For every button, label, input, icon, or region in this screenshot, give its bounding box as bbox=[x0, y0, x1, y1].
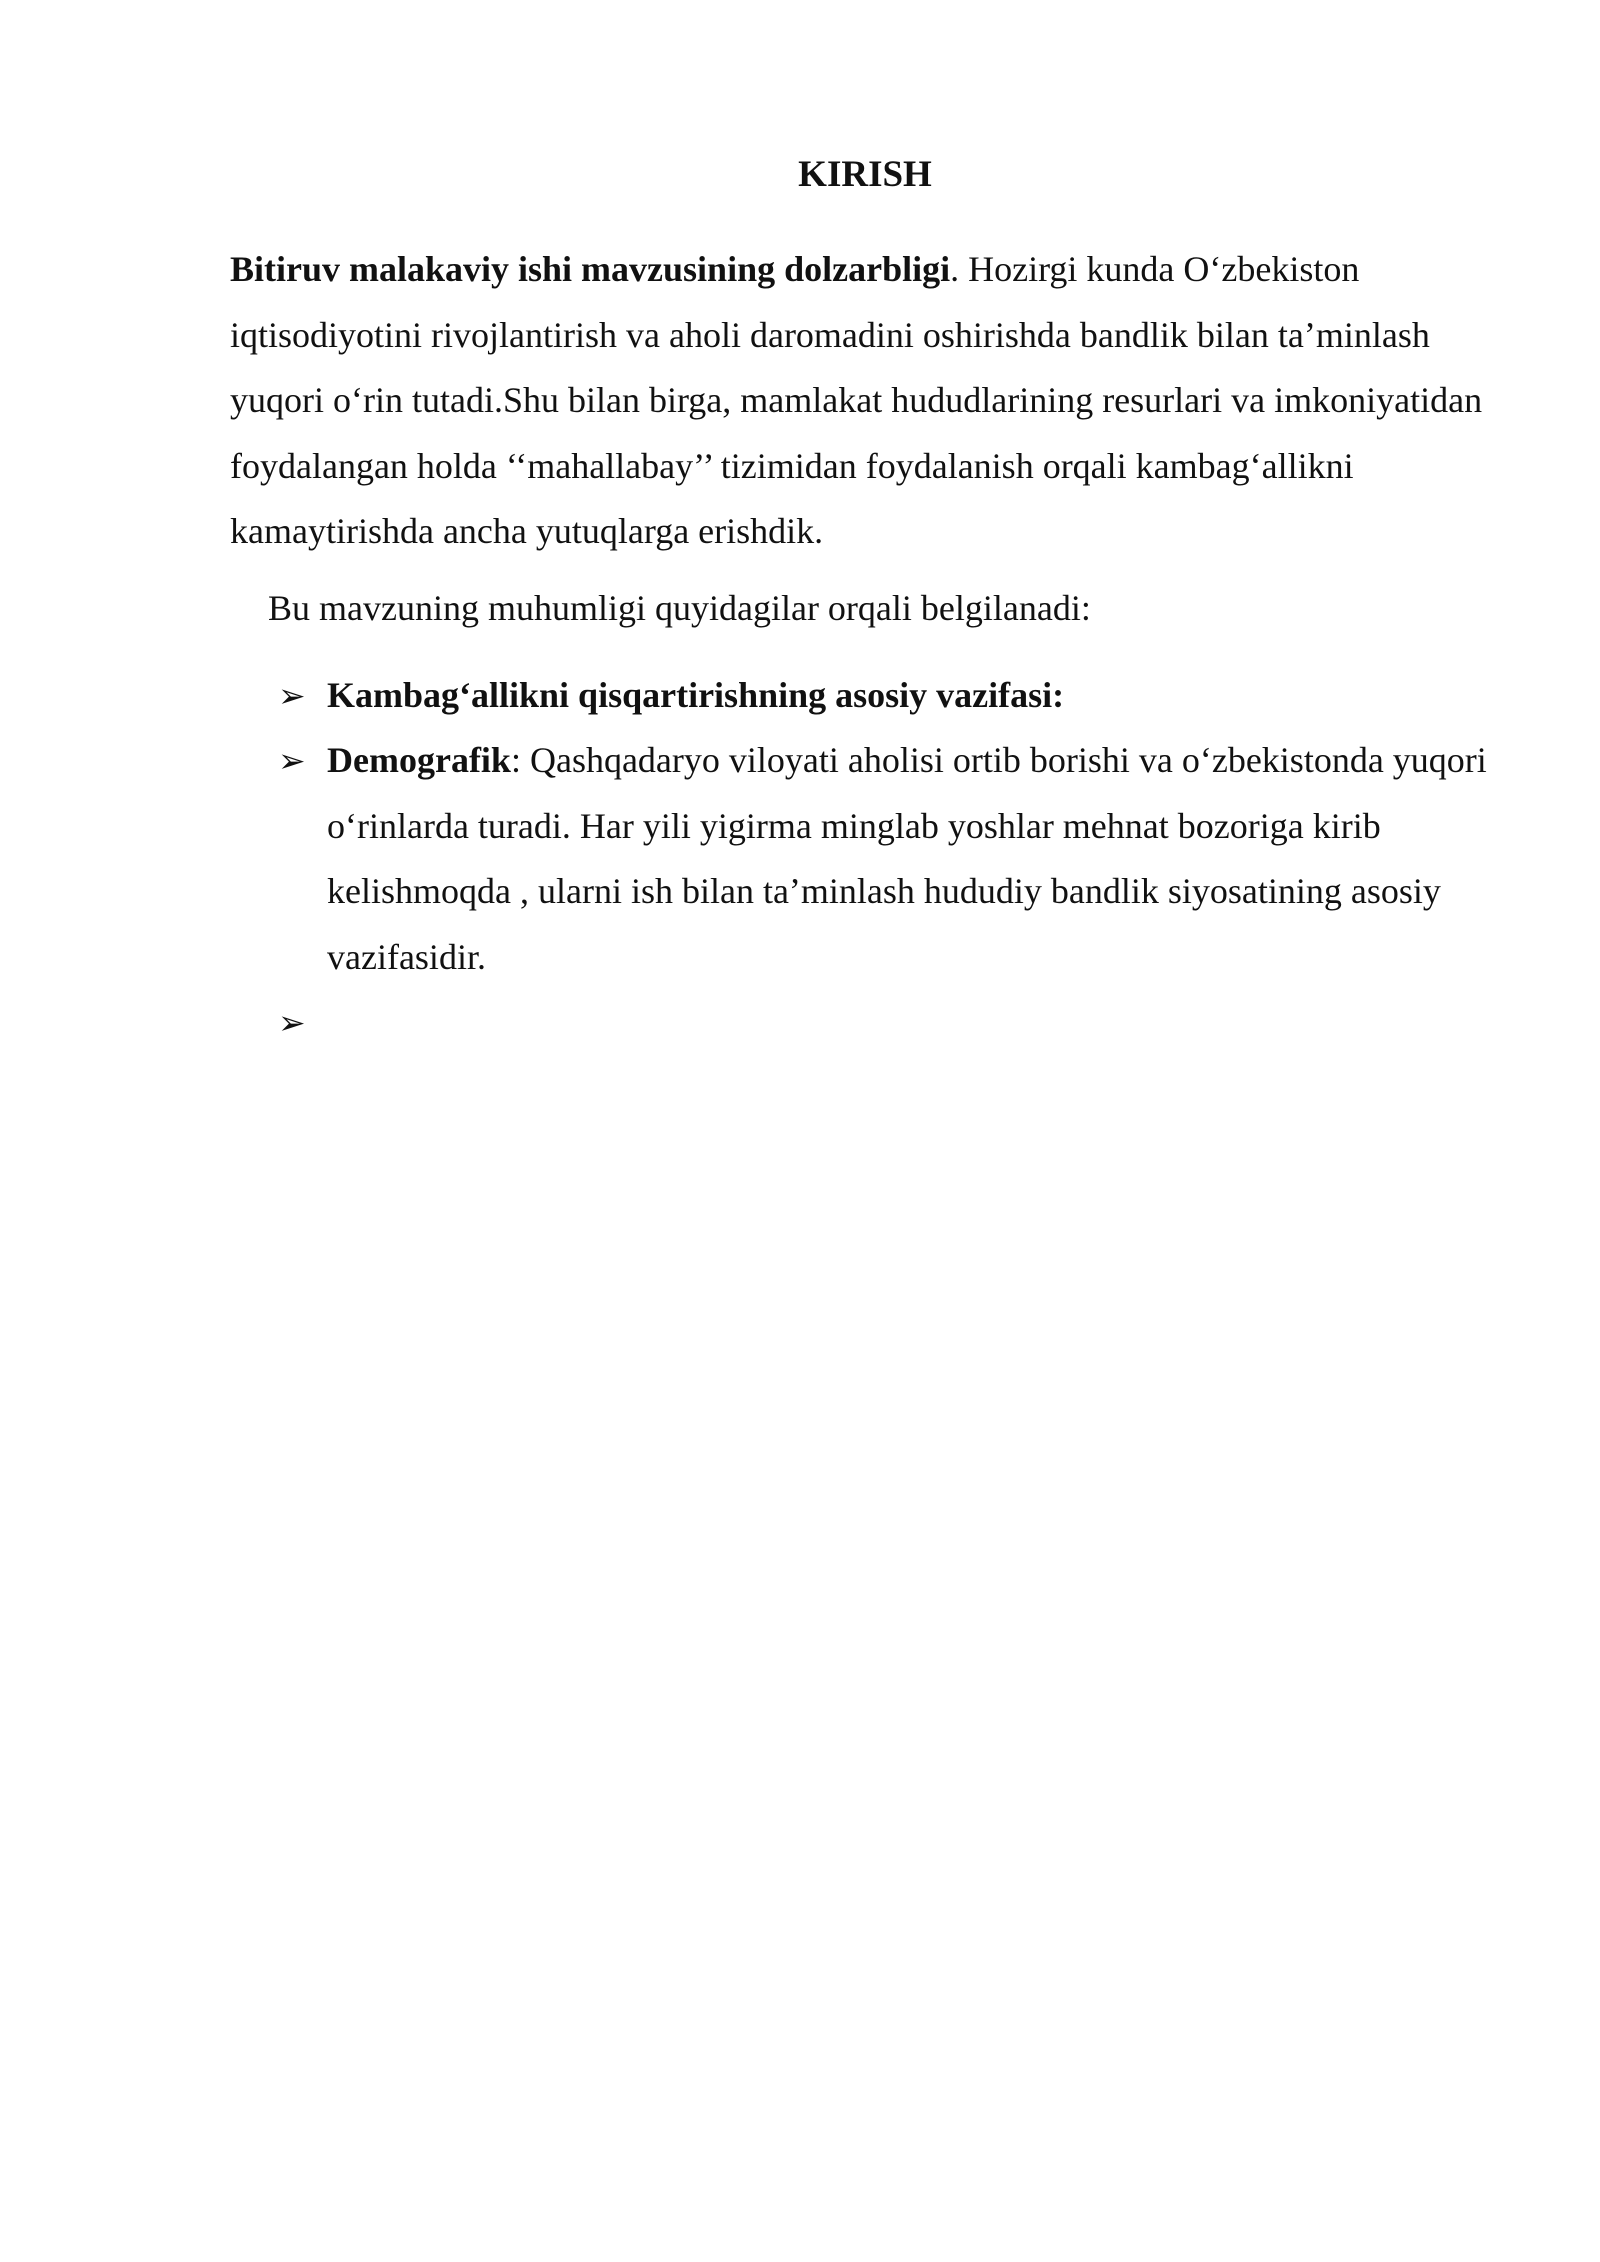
arrow-bullet-icon: ➢ bbox=[278, 741, 306, 780]
arrow-bullet-icon: ➢ bbox=[278, 1003, 306, 1042]
page-title: KIRISH bbox=[798, 154, 932, 195]
list-item bbox=[327, 663, 1527, 729]
list-item-bold: Kambagʻallikni qisqartirishning asosiy vazifasi: bbox=[327, 675, 1065, 715]
list-item bbox=[327, 728, 1527, 990]
list-item-bold: Demografik bbox=[327, 740, 511, 780]
arrow-bullet-icon: ➢ bbox=[278, 676, 306, 715]
intro-paragraph bbox=[230, 237, 1520, 565]
importance-line: Bu mavzuning muhumligi quyidagilar orqali belgilanadi: bbox=[268, 588, 1091, 628]
intro-lead-bold: Bitiruv malakaviy ishi mavzusining dolzarbligi bbox=[230, 249, 951, 289]
list-item-text: : Qashqadaryo viloyati aholisi ortib borishi va oʻzbekistonda yuqori oʻrinlarda turadi. Har yili yigirma minglab yoshlar mehnat bozoriga kirib kelishmoqda , ularni ish bilan taʼminlash hududiy bandlik siyosatining asosiy vazifasidir. bbox=[327, 740, 1487, 977]
intro-body: . Hozirgi kunda Oʻzbekiston iqtisodiyotini rivojlantirish va aholi daromadini oshirishda bandlik bilan taʼminlash yuqori oʻrin tutadi.Shu bilan birga, mamlakat hududlarining resurlari va imkoniyatidan foydalangan holda ‘‘mahallabay’’ tizimidan foydalanish orqali kambagʻallikni kamaytirishda ancha yutuqlarga erishdik. bbox=[230, 249, 1483, 551]
